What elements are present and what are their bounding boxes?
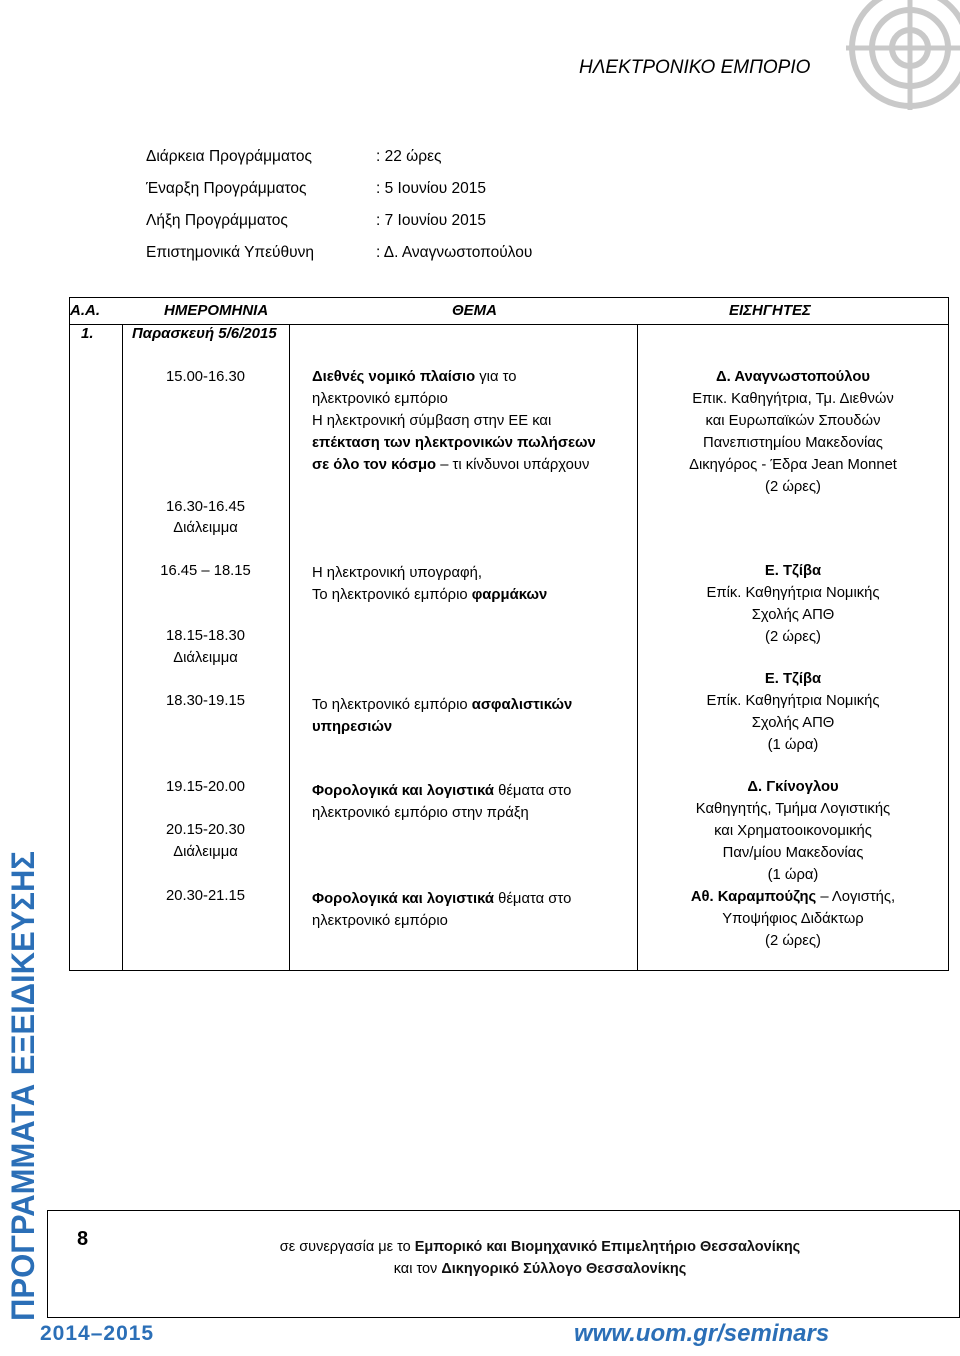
speaker-name-text: Δ. Αναγνωστοπούλου xyxy=(716,369,870,385)
vertical-sidebar-title xyxy=(0,835,45,1325)
schedule-table xyxy=(69,297,949,971)
speaker-cell xyxy=(638,668,948,756)
info-value: : Δ. Αναγνωστοπούλου xyxy=(376,244,533,261)
topic-line: ηλεκτρονικό εμπόριο στην πράξη xyxy=(312,805,529,821)
time-cell: 20.30-21.15 xyxy=(166,888,245,904)
info-row-supervisor xyxy=(146,244,533,262)
page-title: ΗΛΕΚΤΡΟΝΙΚΟ ΕΜΠΟΡΙΟ xyxy=(579,57,811,78)
break-label: Διάλειμμα xyxy=(173,844,238,860)
info-label: Διάρκεια Προγράμματος xyxy=(146,148,312,165)
speaker-name-text: Δ. Γκίνογλου xyxy=(747,779,839,795)
topic-cell xyxy=(312,780,571,824)
topic-text: – τι κίνδυνοι υπάρχουν xyxy=(436,457,590,473)
speaker-hours: (2 ώρες) xyxy=(765,479,821,495)
topic-text: για το xyxy=(475,369,517,385)
info-label: Έναρξη Προγράμματος xyxy=(146,180,307,197)
speaker-name xyxy=(638,886,948,908)
header-speakers: ΕΙΣΗΓΗΤΕΣ xyxy=(729,302,811,319)
topic-bold: ασφαλιστικών xyxy=(471,697,573,713)
time-cell: 18.30-19.15 xyxy=(166,693,245,709)
topic-cell xyxy=(312,366,596,476)
topic-bold: επέκταση των ηλεκτρονικών πωλήσεων xyxy=(312,435,596,451)
speaker-line: Σχολής ΑΠΘ xyxy=(751,715,835,731)
speaker-line: Πανεπιστημίου Μακεδονίας xyxy=(703,435,883,451)
topic-line: Η ηλεκτρονική υπογραφή, xyxy=(312,565,482,581)
info-label: Επιστημονικά Υπεύθυνη xyxy=(146,244,314,261)
speaker-name-text: Ε. Τζίβα xyxy=(764,563,822,579)
speaker-line: και Χρηματοοικονομικής xyxy=(714,823,872,839)
speaker-line: Παν/μίου Μακεδονίας xyxy=(722,845,864,861)
day-number: 1. xyxy=(81,325,94,342)
topic-line: Η ηλεκτρονική σύμβαση στην ΕΕ και xyxy=(312,413,552,429)
column-divider xyxy=(289,324,290,970)
topic-text: θέματα στο xyxy=(493,783,572,799)
speaker-name xyxy=(638,668,948,690)
footer-text: σε συνεργασία με το xyxy=(279,1239,415,1255)
speaker-name-text: Αθ. Καραμπούζης xyxy=(690,889,817,905)
topic-bold: σε όλο τον κόσμο xyxy=(312,457,437,473)
break-label: Διάλειμμα xyxy=(173,520,238,536)
topic-text: Το ηλεκτρονικό εμπόριο xyxy=(312,587,472,603)
header-date: ΗΜΕΡΟΜΗΝΙΑ xyxy=(164,302,269,319)
sidebar-text: ΠΡΟΓΡΑΜΜΑΤΑ ΕΞΕΙΔΙΚΕΥΣΗΣ xyxy=(5,836,41,1321)
speaker-hours: (2 ώρες) xyxy=(765,933,821,949)
footer-line xyxy=(140,1258,940,1280)
info-row-duration xyxy=(146,148,442,166)
crosshair-target-icon xyxy=(836,0,960,124)
time-cell: 19.15-20.00 xyxy=(166,779,245,795)
topic-text: θέματα στο xyxy=(493,891,572,907)
time-cell: 16.30-16.45 xyxy=(166,499,245,515)
speaker-cell xyxy=(638,366,948,498)
day-label: Παρασκευή 5/6/2015 xyxy=(132,325,277,342)
topic-line xyxy=(312,584,547,606)
speaker-line: Δικηγόρος - Έδρα Jean Monnet xyxy=(689,457,897,473)
info-value: : 5 Ιουνίου 2015 xyxy=(376,180,487,197)
topic-text: Το ηλεκτρονικό εμπόριο xyxy=(312,697,472,713)
website-url: www.uom.gr/seminars xyxy=(574,1320,830,1347)
topic-bold: φαρμάκων xyxy=(471,587,548,603)
speaker-name xyxy=(638,776,948,798)
academic-year: 2014–2015 xyxy=(40,1322,155,1345)
topic-line xyxy=(312,366,596,388)
speaker-name xyxy=(638,366,948,388)
topic-bold: Φορολογικά και λογιστικά xyxy=(312,891,494,907)
topic-line xyxy=(312,716,572,738)
topic-line xyxy=(312,780,571,802)
footer-credits xyxy=(140,1236,940,1280)
speaker-line: Καθηγητής, Τμήμα Λογιστικής xyxy=(695,801,891,817)
info-value: : 22 ώρες xyxy=(376,148,442,165)
topic-line xyxy=(312,454,596,476)
speaker-line: Σχολής ΑΠΘ xyxy=(751,607,835,623)
speaker-cell xyxy=(638,776,948,952)
info-row-end xyxy=(146,212,487,230)
topic-bold: υπηρεσιών xyxy=(312,719,393,735)
topic-cell xyxy=(312,694,572,738)
footer-org: Εμπορικό και Βιομηχανικό Επιμελητήριο Θεσσαλονίκης xyxy=(414,1239,801,1255)
topic-bold: Διεθνές νομικό πλαίσιο xyxy=(312,369,476,385)
time-cell: 16.45 – 18.15 xyxy=(160,563,251,579)
info-label: Λήξη Προγράμματος xyxy=(146,212,288,229)
speaker-line: Επίκ. Καθηγήτρια Νομικής xyxy=(706,693,880,709)
speaker-line: Υποψήφιος Διδάκτωρ xyxy=(722,911,864,927)
speaker-line: και Ευρωπαϊκών Σπουδών xyxy=(705,413,881,429)
header-topic: ΘΕΜΑ xyxy=(452,302,497,319)
info-row-start xyxy=(146,180,487,198)
speaker-hours: (1 ώρα) xyxy=(767,737,819,753)
topic-line: ηλεκτρονικό εμπόριο xyxy=(312,391,448,407)
time-cell: 18.15-18.30 xyxy=(166,628,245,644)
topic-line xyxy=(312,694,572,716)
speaker-hours: (2 ώρες) xyxy=(765,629,821,645)
footer-org: Δικηγορικό Σύλλογο Θεσσαλονίκης xyxy=(441,1261,687,1277)
topic-line: ηλεκτρονικό εμπόριο xyxy=(312,913,448,929)
break-label: Διάλειμμα xyxy=(173,650,238,666)
topic-bold: Φορολογικά και λογιστικά xyxy=(312,783,494,799)
speaker-line: Επικ. Καθηγήτρια, Τμ. Διεθνών xyxy=(692,391,894,407)
speaker-line: Επίκ. Καθηγήτρια Νομικής xyxy=(706,585,880,601)
info-value: : 7 Ιουνίου 2015 xyxy=(376,212,487,229)
topic-line xyxy=(312,432,596,454)
speaker-hours: (1 ώρα) xyxy=(767,867,819,883)
time-cell: 15.00-16.30 xyxy=(166,369,245,385)
speaker-cell xyxy=(638,560,948,648)
topic-cell xyxy=(312,888,571,932)
header-aa: Α.Α. xyxy=(70,302,100,319)
page-number: 8 xyxy=(77,1228,89,1250)
footer-text: και τον xyxy=(393,1261,442,1277)
speaker-role: – Λογιστής, xyxy=(816,889,896,905)
speaker-name-text: Ε. Τζίβα xyxy=(764,671,822,687)
footer-line xyxy=(140,1236,940,1258)
time-cell: 20.15-20.30 xyxy=(166,822,245,838)
topic-cell xyxy=(312,562,547,606)
speaker-name xyxy=(638,560,948,582)
topic-line xyxy=(312,888,571,910)
